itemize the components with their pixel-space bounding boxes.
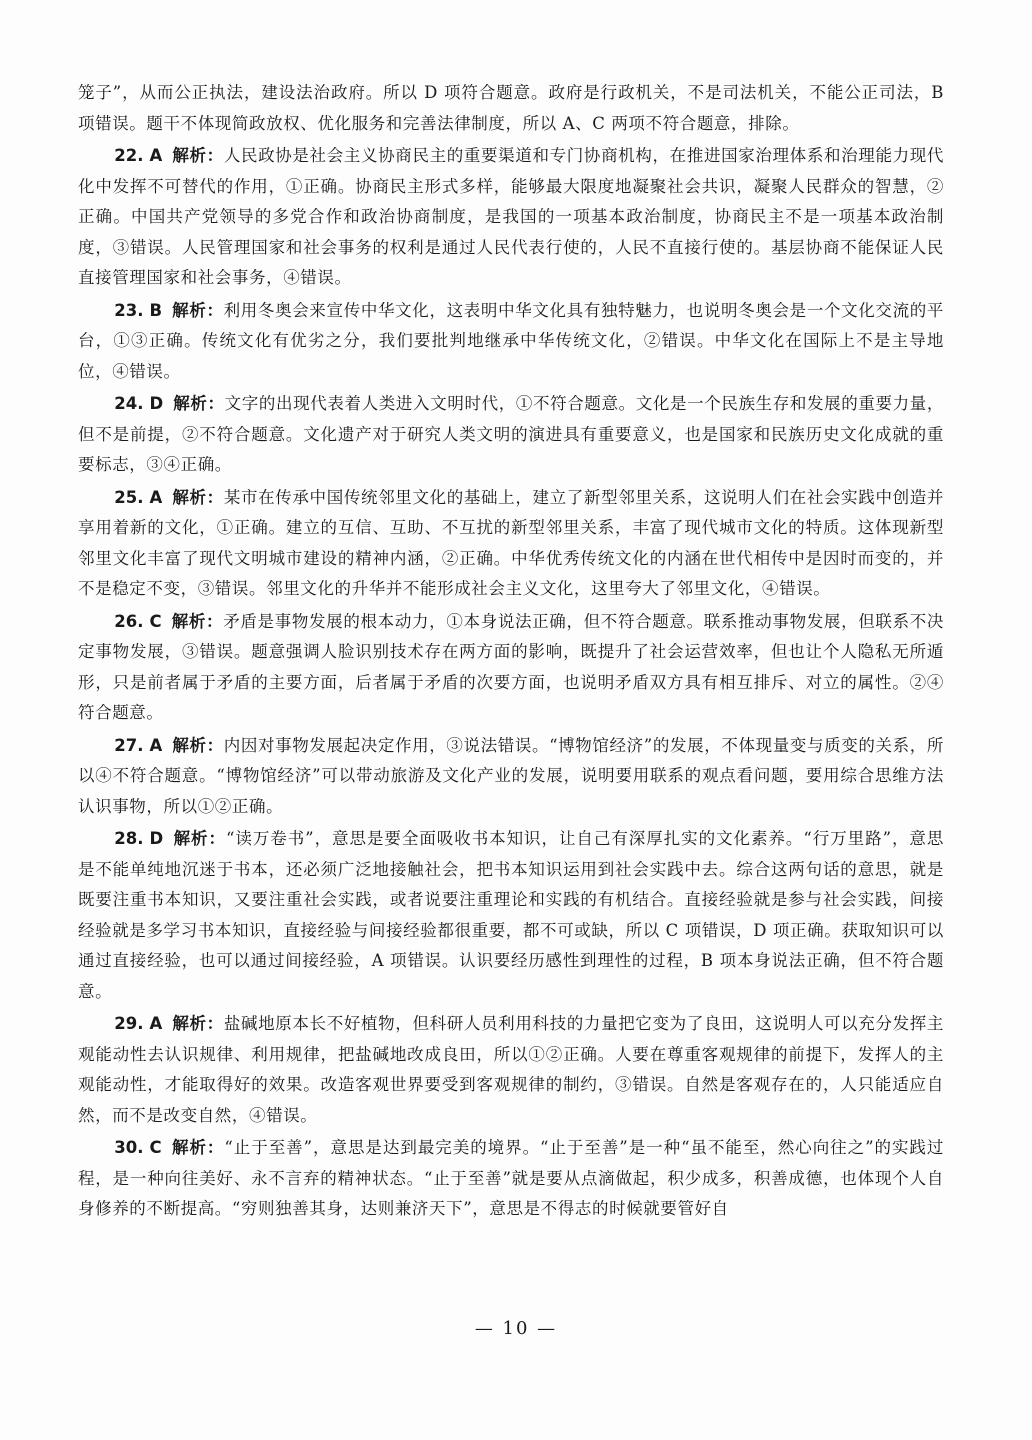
- answer-item-23: [78, 296, 944, 388]
- continued-paragraph: 笼子”，从而公正执法，建设法治政府。所以 D 项符合题意。政府是行政机关，不是司法机关，不能公正司法，B 项错误。题干不体现简政放权、优化服务和完善法律制度，所以 A、C 两项不符合题意，排除。: [78, 83, 944, 133]
- answer-letter: A: [149, 487, 163, 507]
- answer-letter: D: [149, 394, 164, 413]
- question-number: 26.: [114, 611, 144, 631]
- answer-item-30: [78, 1133, 944, 1225]
- answer-item-28: [78, 824, 944, 1007]
- analysis-text: 矛盾是事物发展的根本动力，①本身说法正确，但不符合题意。联系推动事物发展，但联系不决定事物发展，③错误。题意强调人脸识别技术存在两方面的影响，既提升了社会运营效率，但也让个人隐私无所遁形，只是前者属于矛盾的主要方面，后者属于矛盾的次要方面，也说明矛盾双方具有相互排斥、对立的属性。②④符合题意。: [78, 611, 944, 722]
- answer-item-22: [78, 141, 944, 294]
- question-number: 29.: [114, 1014, 144, 1033]
- question-number: 24.: [114, 394, 144, 413]
- analysis-label: 解析：: [172, 146, 224, 165]
- answer-item-27: [78, 731, 944, 823]
- question-number: 30.: [114, 1138, 144, 1157]
- analysis-text: 人民政协是社会主义协商民主的重要渠道和专门协商机构，在推进国家治理体系和治理能力现代化中发挥不可替代的作用，①正确。协商民主形式多样，能够最大限度地凝聚社会共识，凝聚人民群众的智慧，②正确。中国共产党领导的多党合作和政治协商制度，是我国的一项基本政治制度，协商民主不是一项基本政治制度，③错误。人民管理国家和社会事务的权利是通过人民代表行使的，人民不直接行使的。基层协商不能保证人民直接管理国家和社会事务，④错误。: [78, 146, 944, 287]
- answer-letter: C: [149, 611, 162, 631]
- answer-item-25: [78, 483, 944, 605]
- page-number: — 10 —: [474, 1318, 558, 1339]
- answer-letter: A: [149, 146, 163, 165]
- analysis-text: 盐碱地原本长不好植物，但科研人员利用科技的力量把它变为了良田，这说明人可以充分发挥主观能动性去认识规律、利用规律，把盐碱地改成良田，所以①②正确。人要在尊重客观规律的前提下，发挥人的主观能动性，才能取得好的效果。改造客观世界要受到客观规律的制约，③错误。自然是客观存在的，人只能适应自然，而不是改变自然，④错误。: [78, 1014, 944, 1125]
- question-number: 25.: [114, 487, 144, 507]
- answer-letter: A: [149, 1014, 163, 1033]
- answer-letter: A: [149, 735, 163, 755]
- answer-letter: C: [149, 1138, 162, 1157]
- answer-letter: D: [149, 829, 164, 848]
- analysis-label: 解析：: [173, 829, 226, 848]
- question-number: 23.: [114, 300, 144, 320]
- analysis-label: 解析：: [171, 611, 224, 631]
- analysis-label: 解析：: [173, 394, 225, 413]
- question-number: 28.: [114, 829, 144, 848]
- analysis-text: “止于至善”，意思是达到最完美的境界。“止于至善”是一种“虽不能至，然心向往之”的实践过程，是一种向往美好、永不言弃的精神状态。“止于至善”就是要从点滴做起，积少成多，积善成德，也体现个人自身修养的不断提高。“穷则独善其身，达则兼济天下”，意思是不得志的时候就要管好自: [78, 1138, 944, 1218]
- analysis-text: 某市在传承中国传统邻里文化的基础上，建立了新型邻里关系，这说明人们在社会实践中创造并享用着新的文化，①正确。建立的互信、互助、不互扰的新型邻里关系，丰富了现代城市文化的特质。这体现新型邻里文化丰富了现代文明城市建设的精神内涵，②正确。中华优秀传统文化的内涵在世代相传中是因时而变的，并不是稳定不变，③错误。邻里文化的升华并不能形成社会主义文化，这里夸大了邻里文化，④错误。: [78, 487, 944, 598]
- question-number: 27.: [114, 735, 144, 755]
- analysis-label: 解析：: [172, 1014, 224, 1033]
- answer-letter: B: [149, 300, 163, 320]
- answer-item-29: [78, 1009, 944, 1131]
- analysis-label: 解析：: [172, 300, 224, 320]
- analysis-text: “读万卷书”，意思是要全面吸收书本知识，让自己有深厚扎实的文化素养。“行万里路”，意思是不能单纯地沉迷于书本，还必须广泛地接触社会，把书本知识运用到社会实践中去。综合这两句话的意思，就是既要注重书本知识，又要注重社会实践，或者说要注重理论和实践的有机结合。直接经验就是参与社会实践，间接经验就是多学习书本知识，直接经验与间接经验都很重要，都不可或缺，所以 C 项错误，D 项正确。获取知识可以通过直接经验，也可以通过间接经验，A 项错误。认识要经历感性到理性的过程，B 项本身说法正确，但不符合题意。: [78, 829, 944, 1001]
- analysis-label: 解析：: [172, 487, 224, 507]
- answer-item-24: [78, 389, 944, 481]
- analysis-text: 文字的出现代表着人类进入文明时代，①不符合题意。文化是一个民族生存和发展的重要力量，但不是前提，②不符合题意。文化遗产对于研究人类文明的演进具有重要意义，也是国家和民族历史文化成就的重要标志，③④正确。: [78, 394, 944, 474]
- analysis-label: 解析：: [172, 735, 224, 755]
- answer-content: [78, 78, 944, 1227]
- analysis-label: 解析：: [171, 1138, 225, 1157]
- answer-item-26: [78, 607, 944, 729]
- analysis-text: 内因对事物发展起决定作用，③说法错误。“博物馆经济”的发展，不体现量变与质变的关系，所以④不符合题意。“博物馆经济”可以带动旅游及文化产业的发展，说明要用联系的观点看问题，要用综合思维方法认识事物，所以①②正确。: [78, 735, 944, 816]
- question-number: 22.: [114, 146, 144, 165]
- analysis-text: 利用冬奥会来宣传中华文化，这表明中华文化具有独特魅力，也说明冬奥会是一个文化交流的平台，①③正确。传统文化有优劣之分，我们要批判地继承中华传统文化，②错误。中华文化在国际上不是主导地位，④错误。: [78, 300, 944, 381]
